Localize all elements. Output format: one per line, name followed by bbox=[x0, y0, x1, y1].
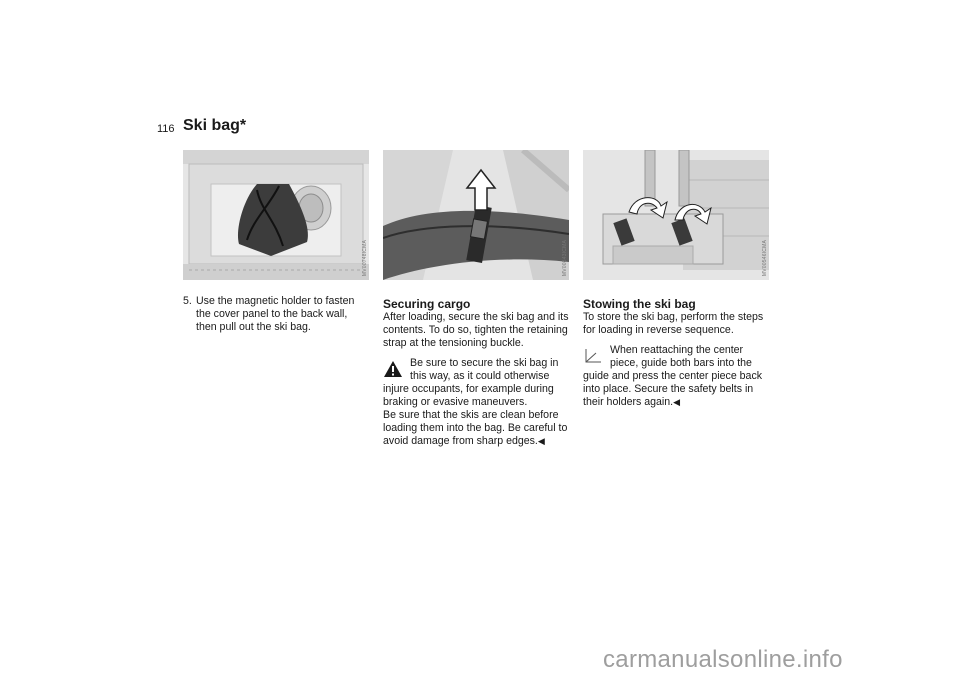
trunk-ski-bag-illustration bbox=[183, 150, 369, 280]
warning-extra: Be sure that the skis are clean before loading them into the bag. Be careful to avoid damage from sharp edges. bbox=[383, 409, 568, 447]
warning-note bbox=[383, 357, 573, 448]
step-item bbox=[183, 295, 369, 334]
figure-code: MV00546ICMA bbox=[762, 239, 768, 276]
section-heading-securing-cargo: Securing cargo bbox=[383, 297, 471, 311]
figure-code: MV00843ICMA bbox=[562, 239, 568, 276]
left-column bbox=[183, 295, 369, 334]
figure-code: MV00748ICMA bbox=[362, 239, 368, 276]
figure-ski-bag-strap bbox=[383, 150, 569, 280]
page-number: 116 bbox=[157, 123, 175, 135]
center-piece-reattach-illustration bbox=[583, 150, 769, 280]
right-column bbox=[583, 298, 773, 409]
warning-line-2: this way, as it could otherwise bbox=[410, 370, 550, 382]
warning-rest: injure occupants, for example during braking or evasive maneuvers. bbox=[383, 383, 554, 408]
end-mark-icon: ◀ bbox=[537, 436, 545, 446]
stowing-intro: To store the ski bag, perform the steps for loading in reverse sequence. bbox=[583, 311, 764, 336]
note-line-2: piece, guide both bars into the bbox=[610, 357, 752, 369]
step-text: Use the magnetic holder to fasten the cover panel to the back wall, then pull out the ski bag. bbox=[196, 295, 355, 333]
note-arrow-icon bbox=[583, 347, 603, 365]
figure-center-piece bbox=[583, 150, 769, 280]
watermark-logo: carmanualsonline.info bbox=[603, 646, 843, 673]
note-line-1: When reattaching the center bbox=[610, 344, 744, 356]
info-note bbox=[583, 344, 773, 409]
figure-trunk-ski-bag bbox=[183, 150, 369, 280]
section-heading-stowing-ski-bag: Stowing the ski bag bbox=[583, 297, 696, 311]
step-number: 5. bbox=[183, 295, 192, 307]
page-title: Ski bag* bbox=[183, 117, 247, 134]
securing-cargo-intro: After loading, secure the ski bag and its contents. To do so, tighten the retaining strap at the tensioning buckle. bbox=[383, 311, 569, 349]
warning-triangle-icon bbox=[383, 360, 403, 378]
middle-column bbox=[383, 298, 573, 448]
end-mark-icon: ◀ bbox=[673, 397, 681, 407]
warning-line-1: Be sure to secure the ski bag in bbox=[410, 357, 559, 369]
ski-bag-strap-buckle-illustration bbox=[383, 150, 569, 280]
note-rest: guide and press the center piece back into place. Secure the safety belts in their holders again. bbox=[583, 370, 763, 408]
